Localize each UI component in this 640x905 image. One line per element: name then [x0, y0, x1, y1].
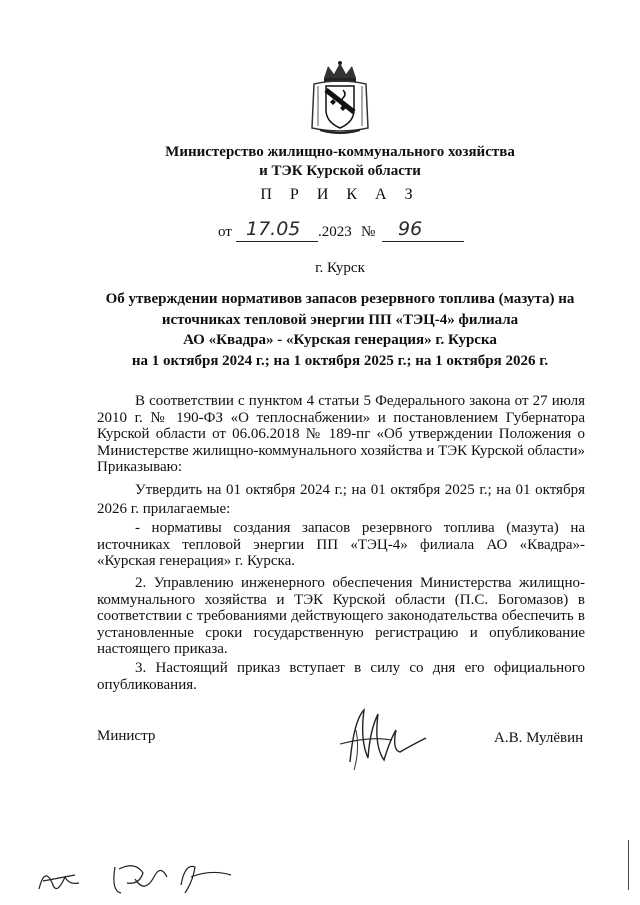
paragraph-item-3: 3. Настоящий приказ вступает в силу со дня его официального опубликования. [97, 660, 585, 693]
ministry-line-1: Министерство жилищно-коммунального хозяйства [165, 144, 515, 160]
paragraph-norms-item: - нормативы создания запасов резервного топлива (мазута) на источниках тепловой энергии ПП «ТЭЦ-4» филиала АО «Квадра»- «Курская генерация» г. Курска. [97, 520, 585, 569]
approval-visas-icon [35, 855, 235, 900]
ministry-line-2: и ТЭК Курской области [259, 163, 421, 179]
number-underline [382, 241, 464, 242]
heading-line-1: Об утверждении нормативов запасов резервного топлива (мазута) на [105, 291, 575, 307]
signatory-position: Министр [97, 728, 156, 744]
paragraph-approve: Утвердить на 01 октября 2024 г.; на 01 октября 2025 г.; на 01 октября 2026 г. прилагаемые: [97, 482, 585, 517]
date-line [0, 218, 640, 246]
paragraph-item-2: 2. Управлению инженерного обеспечения Министерства жилищно-коммунального хозяйства и ТЭК Курской области (П.С. Богомазов) в соответствии с требованиями действующего законодательства обеспечить в установленные сроки государственную регистрацию и опубликование настоящего приказа. [97, 575, 585, 657]
handwritten-signature-icon [330, 700, 430, 780]
paragraph-preamble: В соответствии с пунктом 4 статьи 5 Федерального закона от 27 июля 2010 г. № 190-ФЗ «О теплоснабжении» и постановлением Губернатора Курской области от 06.06.2018 № 189-пг «Об утверждении Положения о Министерстве жилищно-коммунального хозяйства и ТЭК Курской области» Приказываю: [97, 393, 585, 475]
handwritten-date: 17.05 [246, 218, 301, 240]
order-title: П Р И К А З [260, 186, 420, 203]
heading-line-2: источниках тепловой энергии ПП «ТЭЦ-4» филиала [161, 311, 519, 328]
date-prefix: от [218, 224, 232, 240]
heading-line-4: на 1 октября 2024 г.; на 1 октября 2025 г.; на 1 октября 2026 г. [131, 352, 549, 369]
page-edge-mark [628, 840, 635, 890]
date-underline [236, 241, 318, 242]
coat-of-arms-icon [310, 60, 370, 135]
number-sign: № [361, 224, 376, 240]
heading-line-3: АО «Квадра» - «Курская генерация» г. Курска [183, 332, 497, 348]
order-heading [60, 289, 620, 371]
date-year: .2023 [318, 224, 352, 240]
signatory-name: А.В. Мулёвин [494, 730, 584, 746]
city: г. Курск [315, 260, 365, 276]
ministry-name [60, 143, 620, 181]
handwritten-number: 96 [398, 218, 423, 240]
